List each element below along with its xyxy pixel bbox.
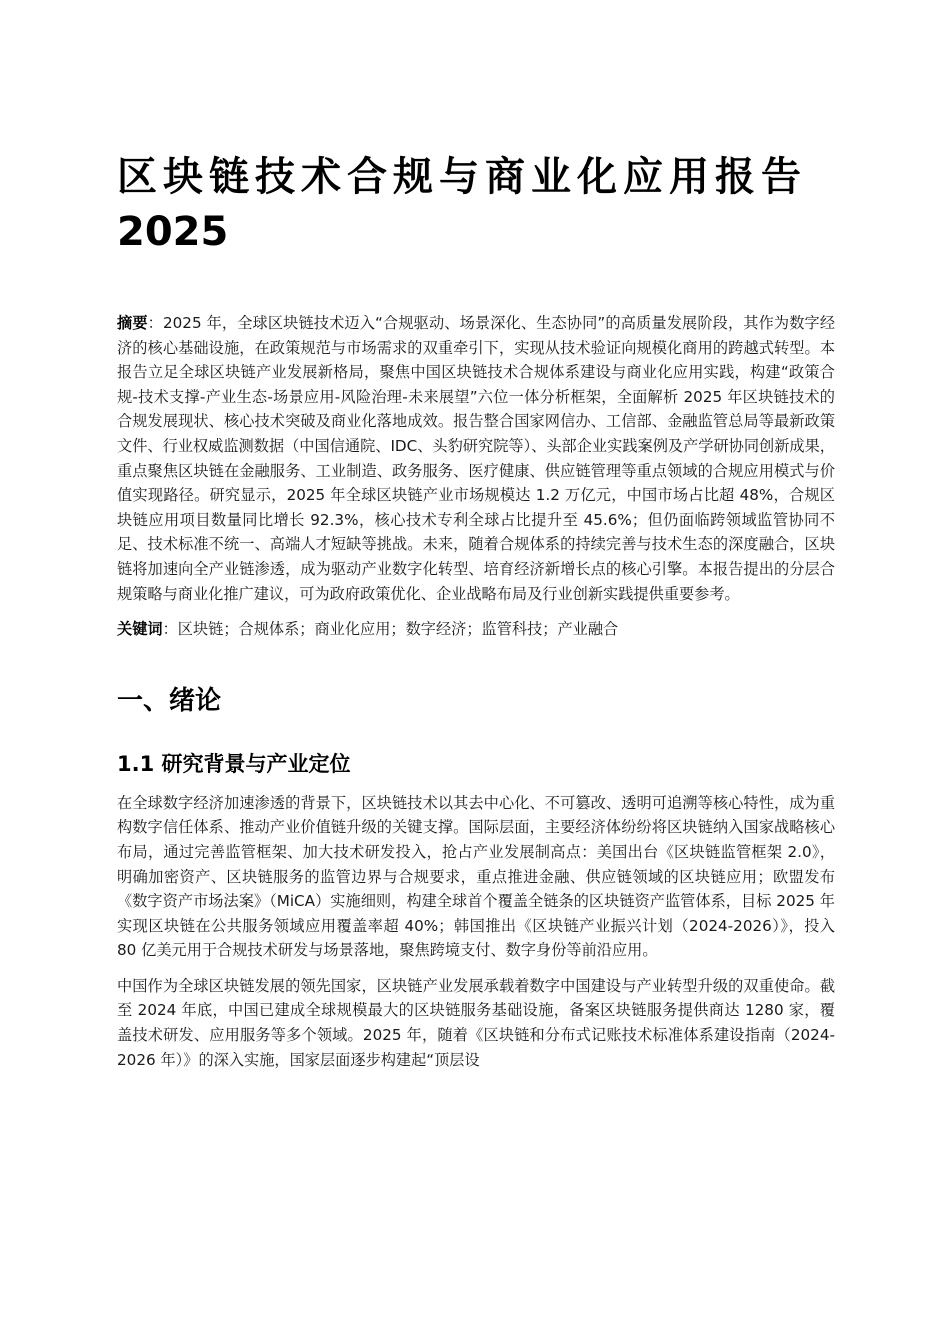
document-title-text: 区块链技术合规与商业化应用报告 xyxy=(117,154,807,200)
abstract xyxy=(117,311,835,606)
keywords xyxy=(117,617,835,642)
keywords-label: 关键词 xyxy=(117,620,163,639)
document-title xyxy=(117,150,835,260)
abstract-label: 摘要 xyxy=(117,314,148,332)
body-paragraph: 中国作为全球区块链发展的领先国家，区块链产业发展承载着数字中国建设与产业转型升级的双重使命。截至 2024 年底，中国已建成全球规模最大的区块链服务基础设施，备案区块链服务提供商达 1280 家，覆盖技术研发、应用服务等多个领域。2025 年，随着《区块链和分布式记账技术标准体系建设指南（2024-2026 年）》的深入实施，国家层面逐步构建起“顶层设 xyxy=(117,976,835,1069)
document-page xyxy=(117,150,835,1072)
subsection-heading: 1.1 研究背景与产业定位 xyxy=(117,751,351,776)
keywords-separator: ： xyxy=(162,620,178,639)
body-paragraph: 在全球数字经济加速渗透的背景下，区块链技术以其去中心化、不可篡改、透明可追溯等核心特性，成为重构数字信任体系、推动产业价值链升级的关键支撑。国际层面，主要经济体纷纷将区块链纳入国家战略核心布局，通过完善监管框架、加大技术研发投入，抢占产业发展制高点：美国出台《区块链监管框架 2.0》，明确加密资产、区块链服务的监管边界与合规要求，重点推进金融、供应链领域的区块链应用；欧盟发布《数字资产市场法案》（MiCA）实施细则，构建全球首个覆盖全链条的区块链资产监管体系，目标 2025 年实现区块链在公共服务领域应用覆盖率超 40%；韩国推出《区块链产业振兴计划（2024-2026）》，投入 80 亿美元用于合规技术研发与场景落地，聚焦跨境支付、数字身份等前沿应用。 xyxy=(117,793,835,960)
keywords-text: 区块链；合规体系；商业化应用；数字经济；监管科技；产业融合 xyxy=(177,620,619,639)
section-heading: 一、绪论 xyxy=(117,685,222,716)
abstract-separator: ： xyxy=(147,314,163,332)
document-title-year: 2025 xyxy=(117,209,229,255)
abstract-text: 2025 年，全球区块链技术迈入“合规驱动、场景深化、生态协同”的高质量发展阶段，其作为数字经济的核心基础设施，在政策规范与市场需求的双重牵引下，实现从技术验证向规模化商用的跨越式转型。本报告立足全球区块链产业发展新格局，聚焦中国区块链技术合规体系建设与商业化应用实践，构建“政策合规-技术支撑-产业生态-场景应用-风险治理-未来展望”六位一体分析框架，全面解析 2025 年区块链技术的合规发展现状、核心技术突破及商业化落地成效。报告整合国家网信办、工信部、金融监管总局等最新政策文件、行业权威监测数据（中国信通院、IDC、头豹研究院等）、头部企业实践案例及产学研协同创新成果，重点聚焦区块链在金融服务、工业制造、政务服务、医疗健康、供应链管理等重点领域的合规应用模式与价值实现路径。研究显示，2025 年全球区块链产业市场规模达 1.2 万亿元，中国市场占比超 48%，合规区块链应用项目数量同比增长 92.3%，核心技术专利全球占比提升至 45.6%；但仍面临跨领域监管协同不足、技术标准不统一、高端人才短缺等挑战。未来，随着合规体系的持续完善与技术生态的深度融合，区块链将加速向全产业链渗透，成为驱动产业数字化转型、培育经济新增长点的核心引擎。本报告提出的分层合规策略与商业化推广建议，可为政府政策优化、企业战略布局及行业创新实践提供重要参考。 xyxy=(117,314,836,603)
